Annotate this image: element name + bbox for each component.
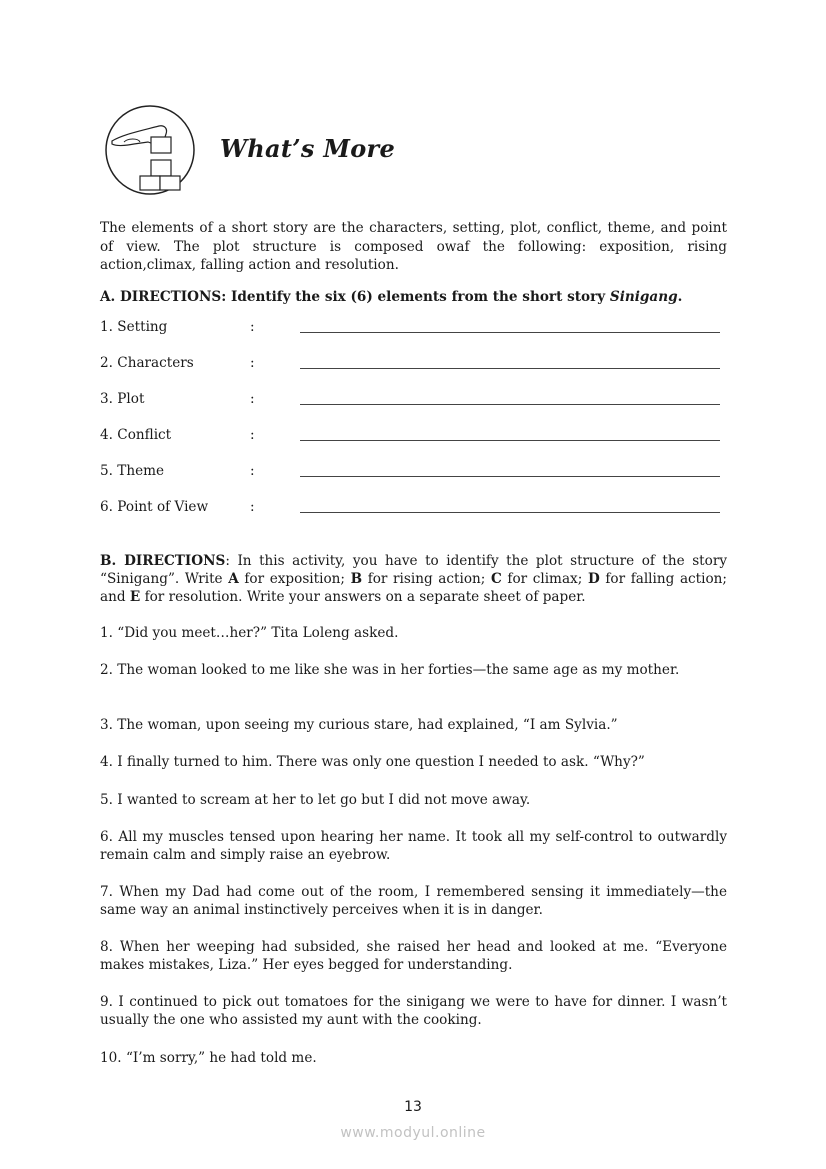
period: . [677,289,683,305]
list-item: 6. All my muscles tensed upon hearing her name. It took all my self-control to outwardly remain calm and simply raise an eyebrow. [100,829,727,863]
text: for resolution. Write your answers on a separate sheet of paper. [140,589,586,605]
story-title: Sinigang [609,289,678,305]
colon: : [250,355,255,371]
part-b-label: B. DIRECTIONS [100,553,226,569]
colon: : [250,319,255,335]
part-a-text: : Identify the six (6) elements from the short story [221,289,610,305]
colon: : [250,463,255,479]
part-a-label: A. DIRECTIONS [100,289,222,305]
answer-line[interactable] [300,332,720,333]
hand-stacking-blocks-icon [104,104,196,196]
list-item: 10. “I’m sorry,” he had told me. [100,1050,317,1066]
letter-a: A [228,571,239,587]
text: : In this activity, you have to identify the plot structure of the story “Sinigang”. Write [100,553,728,587]
page-number: 13 [404,1099,422,1115]
row-label: 2. Characters [100,355,194,371]
element-row-conflict [100,426,720,444]
list-item: 1. “Did you meet…her?” Tita Loleng asked. [100,625,399,641]
watermark: www.modyul.online [340,1125,486,1141]
text: for exposition; [238,571,351,587]
letter-c: C [490,571,502,587]
letter-d: D [587,571,600,587]
answer-line[interactable] [300,404,720,405]
answer-line[interactable] [300,440,720,441]
element-row-setting [100,318,720,336]
list-item: 2. The woman looked to me like she was in her forties—the same age as my mother. [100,662,680,678]
element-row-theme [100,462,720,480]
text: for climax; [501,571,588,587]
text: for rising action; [362,571,491,587]
list-item: 5. I wanted to scream at her to let go but I did not move away. [100,792,531,808]
colon: : [250,427,255,443]
part-a-directions [100,288,727,307]
letter-b: B [350,571,363,587]
answer-line[interactable] [300,512,720,513]
list-item: 3. The woman, upon seeing my curious stare, had explained, “I am Sylvia.” [100,717,618,733]
answer-line[interactable] [300,368,720,369]
intro-paragraph: The elements of a short story are the characters, setting, plot, conflict, theme, and point of view. The plot structure is composed owaf the following: exposition, rising action,climax, falling action and resolution. [100,220,727,273]
row-label: 6. Point of View [100,499,209,515]
list-item: 9. I continued to pick out tomatoes for the sinigang we were to have for dinner. I wasn’t usually the one who assisted my aunt with the cooking. [100,994,727,1028]
list-item: 4. I finally turned to him. There was only one question I needed to ask. “Why?” [100,754,645,770]
colon: : [250,499,255,515]
row-label: 5. Theme [100,463,165,479]
letter-e: E [129,589,141,605]
answer-line[interactable] [300,476,720,477]
element-row-point-of-view [100,498,720,516]
row-label: 1. Setting [100,319,168,335]
element-row-characters [100,354,720,372]
list-item: 7. When my Dad had come out of the room, I remembered sensing it immediately—the same way an animal instinctively perceives when it is in danger. [100,884,727,918]
text: for falling action; and [100,571,727,605]
part-b-directions [100,552,727,606]
colon: : [250,391,255,407]
element-row-plot [100,390,720,408]
list-item: 8. When her weeping had subsided, she raised her head and looked at me. “Everyone makes mistakes, Liza.” Her eyes begged for understanding. [100,939,727,973]
row-label: 4. Conflict [100,427,172,443]
section-title: What’s More [220,134,396,163]
row-label: 3. Plot [100,391,145,407]
